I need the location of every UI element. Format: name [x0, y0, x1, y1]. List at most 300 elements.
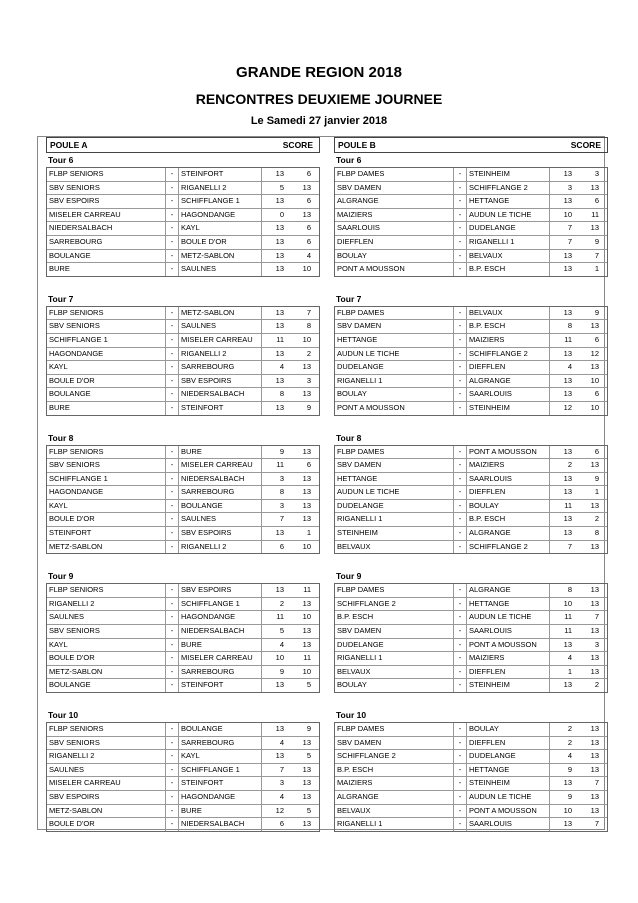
match-row — [47, 679, 319, 692]
home-score: 4 — [261, 737, 284, 750]
separator: - — [165, 307, 179, 320]
separator: - — [453, 182, 467, 195]
away-score: 13 — [590, 737, 599, 747]
away-score: 6 — [594, 334, 599, 344]
home-score: 13 — [549, 348, 572, 361]
away-team: STEINHEIM — [469, 680, 510, 690]
home-team: RIGANELLI 2 — [49, 751, 95, 761]
poule-b — [334, 137, 608, 832]
away-score: 13 — [590, 223, 599, 233]
separator: - — [453, 222, 467, 235]
home-team: PONT A MOUSSON — [337, 402, 405, 412]
home-team: SBV ESPOIRS — [49, 791, 100, 801]
tour-label: Tour 6 — [336, 155, 362, 165]
home-score: 9 — [549, 764, 572, 777]
away-score: 10 — [590, 375, 599, 385]
away-score: 6 — [306, 223, 311, 233]
separator: - — [165, 513, 179, 526]
home-score: 1 — [549, 666, 572, 679]
away-team: SCHIFFLANGE 1 — [181, 764, 240, 774]
away-score: 13 — [590, 666, 599, 676]
home-score: 13 — [549, 263, 572, 276]
away-score: 5 — [306, 751, 311, 761]
away-team: PONT A MOUSSON — [469, 805, 537, 815]
away-team: MISELER CARREAU — [181, 460, 253, 470]
separator: - — [453, 818, 467, 831]
away-score: 13 — [302, 639, 311, 649]
away-score: 7 — [594, 612, 599, 622]
tour-label: Tour 9 — [336, 571, 362, 582]
match-row — [335, 777, 607, 791]
match-row — [47, 473, 319, 487]
home-team: BOULANGE — [49, 680, 91, 690]
away-team: ALGRANGE — [469, 375, 511, 385]
home-score: 13 — [549, 168, 572, 181]
separator: - — [453, 459, 467, 472]
match-row — [47, 527, 319, 541]
separator: - — [453, 334, 467, 347]
separator: - — [165, 723, 179, 736]
home-score: 9 — [261, 446, 284, 459]
away-score: 13 — [302, 389, 311, 399]
separator: - — [165, 168, 179, 181]
separator: - — [453, 473, 467, 486]
home-score: 13 — [549, 250, 572, 263]
home-score: 11 — [261, 611, 284, 624]
away-score: 13 — [302, 764, 311, 774]
home-team: FLBP SENIORS — [49, 307, 104, 317]
away-score: 12 — [590, 348, 599, 358]
match-row — [335, 625, 607, 639]
separator: - — [453, 168, 467, 181]
tour-label: Tour 10 — [48, 710, 79, 720]
home-team: BOULAY — [337, 250, 367, 260]
away-team: METZ-SABLON — [181, 250, 235, 260]
home-score: 9 — [261, 666, 284, 679]
match-row — [47, 446, 319, 460]
home-score: 4 — [261, 639, 284, 652]
away-score: 13 — [590, 460, 599, 470]
away-team: STEINFORT — [181, 169, 224, 178]
separator: - — [453, 402, 467, 415]
separator: - — [165, 805, 179, 818]
home-team: BURE — [49, 402, 70, 412]
tour-table — [334, 583, 608, 693]
match-row — [47, 777, 319, 791]
away-score: 13 — [302, 514, 311, 524]
home-team: SBV SENIORS — [49, 737, 100, 747]
home-score: 13 — [549, 307, 572, 320]
match-row — [47, 486, 319, 500]
separator: - — [165, 500, 179, 513]
home-score: 4 — [261, 361, 284, 374]
away-team: BELVAUX — [469, 307, 503, 317]
separator: - — [453, 236, 467, 249]
away-score: 13 — [590, 585, 599, 595]
home-score: 3 — [261, 473, 284, 486]
separator: - — [165, 402, 179, 415]
tour-table — [334, 167, 608, 277]
home-team: SBV SENIORS — [49, 182, 100, 192]
home-score: 6 — [261, 818, 284, 831]
home-score: 8 — [261, 486, 284, 499]
separator: - — [165, 679, 179, 692]
tour-label: Tour 7 — [336, 293, 362, 304]
match-row — [47, 320, 319, 334]
home-score: 13 — [261, 263, 284, 276]
home-team: HAGONDANGE — [49, 348, 104, 358]
match-row — [47, 750, 319, 764]
home-team: METZ-SABLON — [49, 541, 103, 551]
away-score: 13 — [302, 598, 311, 608]
match-row — [47, 195, 319, 209]
separator: - — [453, 527, 467, 540]
separator: - — [453, 513, 467, 526]
away-team: RIGANELLI 2 — [181, 348, 227, 358]
home-score: 13 — [261, 375, 284, 388]
home-score: 13 — [261, 584, 284, 597]
match-row — [335, 348, 607, 362]
away-team: BURE — [181, 639, 202, 649]
away-team: MISELER CARREAU — [181, 334, 253, 344]
match-row — [335, 250, 607, 264]
match-row — [335, 723, 607, 737]
tour-table — [46, 583, 320, 693]
home-team: MISELER CARREAU — [49, 778, 121, 788]
home-team: SBV DAMEN — [337, 321, 382, 331]
away-team: SCHIFFLANGE 1 — [181, 196, 240, 206]
home-team: DUDELANGE — [337, 500, 384, 510]
away-score: 9 — [594, 307, 599, 317]
away-score: 6 — [306, 236, 311, 246]
tour-label: Tour 8 — [48, 432, 74, 443]
away-team: NIEDERSALBACH — [181, 626, 245, 636]
match-row — [47, 236, 319, 250]
home-score: 13 — [261, 750, 284, 763]
match-row — [335, 639, 607, 653]
home-score: 4 — [261, 791, 284, 804]
away-score: 9 — [594, 236, 599, 246]
separator: - — [453, 263, 467, 276]
away-score: 3 — [594, 169, 599, 178]
away-score: 1 — [594, 264, 599, 274]
away-team: STEINHEIM — [469, 402, 510, 412]
home-score: 13 — [261, 679, 284, 692]
poule-header — [334, 137, 608, 153]
away-team: MAIZIERS — [469, 460, 505, 470]
home-team: BOULAY — [337, 389, 367, 399]
away-score: 2 — [594, 680, 599, 690]
poule-a — [46, 137, 320, 832]
away-score: 2 — [594, 514, 599, 524]
away-team: SAULNES — [181, 514, 217, 524]
separator: - — [165, 361, 179, 374]
match-row — [335, 750, 607, 764]
away-team: HAGONDANGE — [181, 612, 236, 622]
away-score: 10 — [302, 334, 311, 344]
separator: - — [165, 473, 179, 486]
tour-table — [334, 445, 608, 555]
away-score: 13 — [302, 626, 311, 636]
separator: - — [453, 611, 467, 624]
match-row — [335, 598, 607, 612]
home-score: 4 — [549, 652, 572, 665]
away-team: RIGANELLI 1 — [469, 236, 515, 246]
match-row — [335, 666, 607, 680]
separator: - — [165, 375, 179, 388]
home-score: 11 — [549, 625, 572, 638]
away-score: 6 — [594, 389, 599, 399]
separator: - — [453, 209, 467, 222]
home-team: SBV SENIORS — [49, 460, 100, 470]
match-row — [335, 584, 607, 598]
match-row — [335, 222, 607, 236]
match-row — [47, 263, 319, 276]
home-team: FLBP DAMES — [337, 446, 385, 456]
away-score: 6 — [306, 169, 311, 178]
home-team: FLBP SENIORS — [49, 446, 104, 456]
separator: - — [453, 791, 467, 804]
home-team: SCHIFFLANGE 1 — [49, 473, 108, 483]
home-team: BELVAUX — [337, 805, 371, 815]
home-team: SBV DAMEN — [337, 460, 382, 470]
home-team: RIGANELLI 1 — [337, 653, 383, 663]
separator: - — [165, 598, 179, 611]
home-team: BOULE D'OR — [49, 819, 95, 829]
away-team: HETTANGE — [469, 196, 510, 206]
tour-table — [46, 306, 320, 416]
match-row — [335, 791, 607, 805]
home-score: 3 — [261, 777, 284, 790]
home-team: KAYL — [49, 500, 68, 510]
match-row — [47, 500, 319, 514]
home-team: AUDUN LE TICHE — [337, 487, 400, 497]
match-row — [47, 348, 319, 362]
away-team: AUDUN LE TICHE — [469, 209, 532, 219]
home-team: KAYL — [49, 639, 68, 649]
away-score: 1 — [306, 528, 311, 538]
separator: - — [165, 584, 179, 597]
away-score: 5 — [306, 805, 311, 815]
home-score: 3 — [549, 182, 572, 195]
away-team: PONT A MOUSSON — [469, 446, 537, 456]
home-team: SCHIFFLANGE 2 — [337, 598, 396, 608]
home-team: NIEDERSALBACH — [49, 223, 113, 233]
match-row — [47, 361, 319, 375]
match-row — [335, 652, 607, 666]
home-team: B.P. ESCH — [337, 612, 374, 622]
home-score: 11 — [549, 611, 572, 624]
match-row — [335, 527, 607, 541]
away-team: BURE — [181, 446, 202, 456]
away-team: BOULAY — [469, 724, 499, 733]
home-score: 13 — [549, 388, 572, 401]
match-row — [335, 182, 607, 196]
home-score: 13 — [549, 818, 572, 831]
away-team: DUDELANGE — [469, 751, 516, 761]
away-score: 13 — [302, 446, 311, 456]
match-row — [335, 334, 607, 348]
separator: - — [165, 182, 179, 195]
home-score: 10 — [549, 598, 572, 611]
separator: - — [453, 805, 467, 818]
match-row — [47, 307, 319, 321]
away-team: NIEDERSALBACH — [181, 819, 245, 829]
away-score: 13 — [302, 473, 311, 483]
match-row — [47, 805, 319, 819]
away-team: NIEDERSALBACH — [181, 389, 245, 399]
home-team: SAULNES — [49, 612, 85, 622]
separator: - — [165, 611, 179, 624]
away-team: HETTANGE — [469, 598, 510, 608]
away-score: 10 — [590, 402, 599, 412]
away-score: 13 — [590, 500, 599, 510]
separator: - — [453, 320, 467, 333]
match-row — [335, 307, 607, 321]
away-team: HAGONDANGE — [181, 791, 236, 801]
away-team: SAULNES — [181, 321, 217, 331]
separator: - — [453, 446, 467, 459]
home-team: SCHIFFLANGE 1 — [49, 334, 108, 344]
home-team: HAGONDANGE — [49, 487, 104, 497]
home-score: 6 — [261, 541, 284, 554]
home-score: 10 — [549, 209, 572, 222]
away-score: 9 — [306, 724, 311, 733]
home-score: 11 — [549, 334, 572, 347]
away-team: SCHIFFLANGE 2 — [469, 348, 528, 358]
away-score: 13 — [590, 653, 599, 663]
separator: - — [165, 764, 179, 777]
away-score: 10 — [302, 541, 311, 551]
separator: - — [453, 764, 467, 777]
away-score: 13 — [302, 487, 311, 497]
home-score: 13 — [549, 473, 572, 486]
away-team: SAULNES — [181, 264, 217, 274]
home-team: METZ-SABLON — [49, 805, 103, 815]
separator: - — [453, 777, 467, 790]
away-score: 7 — [306, 307, 311, 317]
home-score: 13 — [261, 307, 284, 320]
home-score: 13 — [261, 236, 284, 249]
away-team: SAARLOUIS — [469, 626, 512, 636]
away-team: PONT A MOUSSON — [469, 639, 537, 649]
home-team: RIGANELLI 1 — [337, 375, 383, 385]
separator: - — [165, 527, 179, 540]
separator: - — [453, 737, 467, 750]
separator: - — [165, 236, 179, 249]
away-team: SCHIFFLANGE 2 — [469, 182, 528, 192]
home-score: 13 — [261, 402, 284, 415]
away-score: 9 — [306, 402, 311, 412]
home-score: 13 — [549, 375, 572, 388]
home-team: BOULAY — [337, 680, 367, 690]
match-row — [47, 625, 319, 639]
home-score: 13 — [261, 348, 284, 361]
away-team: B.P. ESCH — [469, 514, 506, 524]
home-score: 5 — [261, 182, 284, 195]
away-team: BOULAY — [469, 500, 499, 510]
away-score: 13 — [590, 598, 599, 608]
home-team: HETTANGE — [337, 334, 378, 344]
separator: - — [453, 639, 467, 652]
away-team: STEINFORT — [181, 778, 224, 788]
away-score: 8 — [594, 528, 599, 538]
separator: - — [165, 625, 179, 638]
home-score: 13 — [549, 486, 572, 499]
match-row — [47, 737, 319, 751]
separator: - — [453, 307, 467, 320]
home-team: DUDELANGE — [337, 362, 384, 372]
away-score: 3 — [306, 375, 311, 385]
away-team: BOULANGE — [181, 724, 223, 733]
away-team: SARREBOURG — [181, 666, 235, 676]
away-team: SCHIFFLANGE 2 — [469, 541, 528, 551]
match-row — [335, 361, 607, 375]
separator: - — [165, 250, 179, 263]
home-team: DIEFFLEN — [337, 236, 374, 246]
tour-label: Tour 7 — [48, 293, 74, 304]
home-team: FLBP DAMES — [337, 585, 385, 595]
match-row — [335, 320, 607, 334]
match-row — [47, 611, 319, 625]
home-score: 13 — [549, 639, 572, 652]
home-team: RIGANELLI 1 — [337, 514, 383, 524]
away-team: ALGRANGE — [469, 585, 511, 595]
home-score: 3 — [261, 500, 284, 513]
home-team: DUDELANGE — [337, 639, 384, 649]
separator: - — [165, 486, 179, 499]
home-score: 13 — [261, 723, 284, 736]
away-team: DIEFFLEN — [469, 362, 506, 372]
away-team: BELVAUX — [469, 250, 503, 260]
match-row — [47, 791, 319, 805]
away-score: 3 — [594, 639, 599, 649]
away-score: 13 — [590, 182, 599, 192]
away-score: 10 — [302, 612, 311, 622]
away-score: 13 — [590, 626, 599, 636]
away-team: NIEDERSALBACH — [181, 473, 245, 483]
home-team: BOULE D'OR — [49, 653, 95, 663]
away-score: 13 — [302, 819, 311, 829]
away-team: HAGONDANGE — [181, 209, 236, 219]
away-score: 2 — [306, 348, 311, 358]
home-team: MAIZIERS — [337, 209, 373, 219]
home-score: 4 — [549, 750, 572, 763]
away-score: 10 — [302, 264, 311, 274]
poule-header — [46, 137, 320, 153]
page-subtitle: RENCONTRES DEUXIEME JOURNEE — [195, 91, 443, 107]
home-team: SCHIFFLANGE 2 — [337, 751, 396, 761]
home-team: BOULANGE — [49, 389, 91, 399]
away-score: 4 — [306, 250, 311, 260]
match-row — [47, 639, 319, 653]
match-row — [335, 446, 607, 460]
page-title: GRANDE REGION 2018 — [236, 64, 402, 81]
match-row — [335, 764, 607, 778]
away-team: DIEFFLEN — [469, 487, 506, 497]
match-row — [47, 666, 319, 680]
separator: - — [453, 348, 467, 361]
score-header: SCORE — [282, 140, 313, 150]
home-team: HETTANGE — [337, 473, 378, 483]
separator: - — [165, 777, 179, 790]
home-score: 2 — [549, 723, 572, 736]
away-team: HETTANGE — [469, 764, 510, 774]
match-row — [47, 584, 319, 598]
away-score: 13 — [590, 541, 599, 551]
separator: - — [453, 195, 467, 208]
away-team: SCHIFFLANGE 1 — [181, 598, 240, 608]
